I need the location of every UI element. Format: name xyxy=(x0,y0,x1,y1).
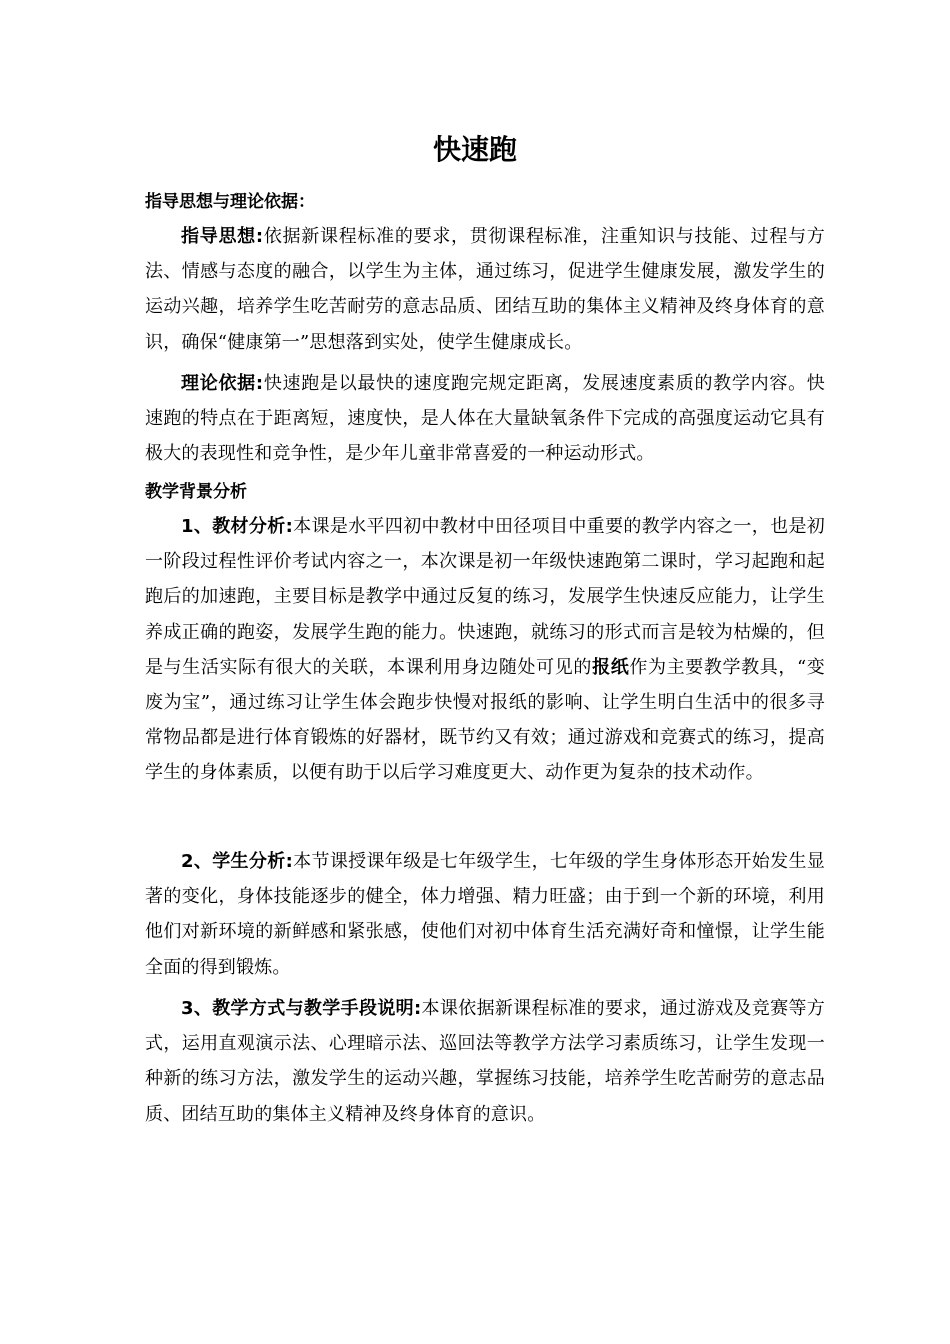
section-heading-guiding: 指导思想与理论依据： xyxy=(145,192,315,212)
paragraph-lead: 指导思想: xyxy=(181,226,264,247)
paragraph-lead: 2、学生分析: xyxy=(181,851,293,872)
document-title: 快速跑 xyxy=(432,133,517,166)
paragraph-text: 依据新课程标准的要求，贯彻课程标准，注重知识与技能、过程与方法、情感与态度的融合，以学生为主体，通过练习，促进学生健康发展，激发学生的运动兴趣，培养学生吃苦耐劳的意志品质、团结互助的集体主义精神及终身体育的意识，确保“健康第一”思想落到实处，使学生健康成长。 xyxy=(145,226,825,353)
paragraph-guiding-ideology xyxy=(145,219,825,360)
paragraph-theoretical-basis xyxy=(145,366,825,472)
paragraph-material-analysis xyxy=(145,509,825,791)
paragraph-lead: 3、教学方式与教学手段说明: xyxy=(181,998,422,1019)
paragraph-text: 作为主要教学教具，“变废为宝”，通过练习让学生体会跑步快慢对报纸的影响、让学生明白生活中的很多寻常物品都是进行体育锻炼的好器材，既节约又有效；通过游戏和竞赛式的练习，提高学生的身体素质，以便有助于以后学习难度更大、动作更为复杂的技术动作。 xyxy=(145,656,826,784)
emphasis-newspaper: 报纸 xyxy=(592,656,630,678)
paragraph-text: 本课依据新课程标准的要求，通过游戏及竞赛等方式，运用直观演示法、心理暗示法、巡回法等教学方法学习素质练习，让学生发现一种新的练习方法，激发学生的运动兴趣，掌握练习技能，培养学生吃苦耐劳的意志品质、团结互助的集体主义精神及终身体育的意识。 xyxy=(145,998,825,1125)
paragraph-lead: 1、教材分析: xyxy=(181,516,293,537)
paragraph-text: 快速跑是以最快的速度跑完规定距离，发展速度素质的教学内容。快速跑的特点在于距离短，速度快，是人体在大量缺氧条件下完成的高强度运动它具有极大的表现性和竞争性，是少年儿童非常喜爱的一种运动形式。 xyxy=(145,373,825,465)
paragraph-text: 本课是水平四初中教材中田径项目中重要的教学内容之一，也是初一阶段过程性评价考试内容之一，本次课是初一年级快速跑第二课时，学习起跑和起跑后的加速跑，主要目标是教学中通过反复的练习，发展学生快速反应能力，让学生养成正确的跑姿，发展学生跑的能力。快速跑，就练习的形式而言是较为枯燥的，但是与生活实际有很大的关联，本课利用身边随处可见的 xyxy=(145,516,826,678)
section-heading-background: 教学背景分析 xyxy=(145,482,247,502)
paragraph-text: 本节课授课年级是七年级学生，七年级的学生身体形态开始发生显著的变化，身体技能逐步的健全，体力增强、精力旺盛；由于到一个新的环境，利用他们对新环境的新鲜感和紧张感，使他们对初中体育生活充满好奇和憧憬，让学生能全面的得到锻炼。 xyxy=(145,851,826,978)
paragraph-student-analysis xyxy=(145,844,825,985)
paragraph-lead: 理论依据: xyxy=(181,373,264,394)
paragraph-teaching-methods xyxy=(145,991,825,1132)
